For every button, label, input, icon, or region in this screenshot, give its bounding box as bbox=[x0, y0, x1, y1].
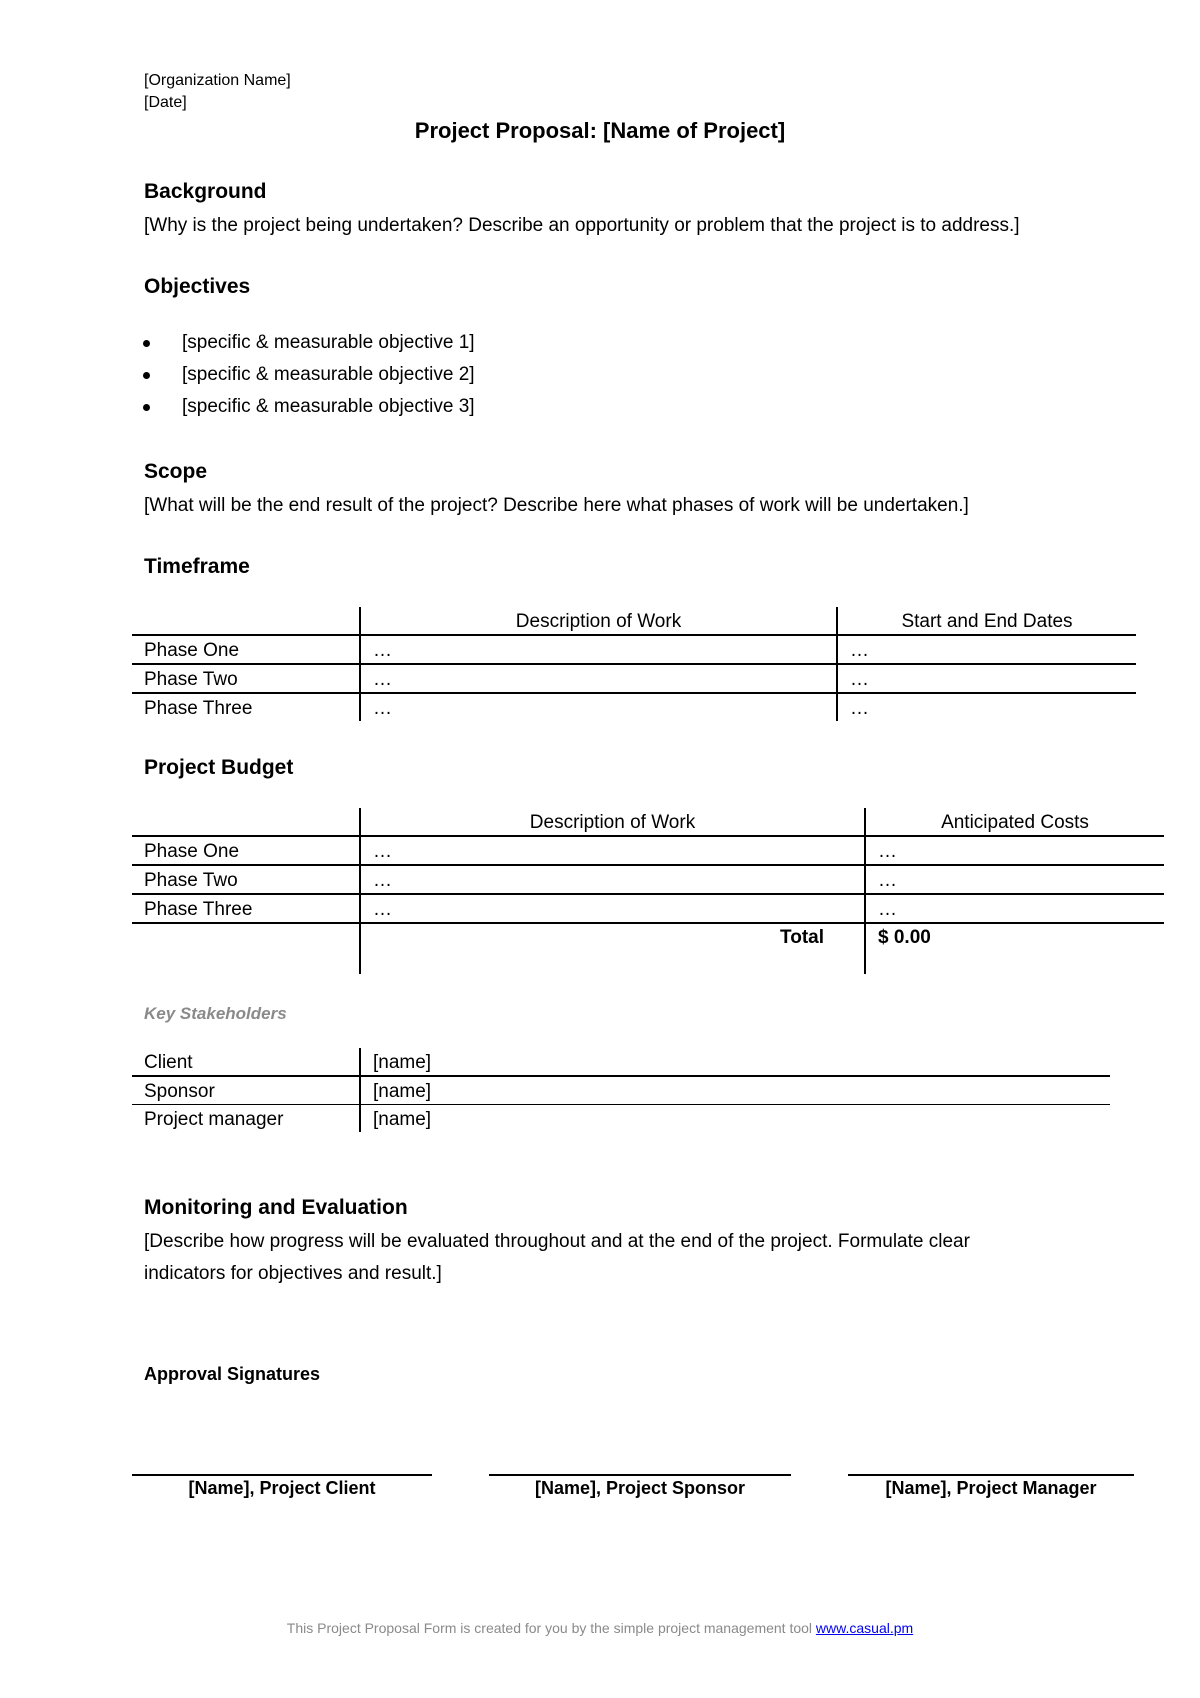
organization-name: [Organization Name] bbox=[144, 72, 291, 89]
timeframe-table bbox=[132, 607, 1136, 721]
description-cell: … bbox=[360, 664, 837, 693]
objective-text: [specific & measurable objective 3] bbox=[182, 396, 475, 417]
table-row bbox=[132, 1048, 1110, 1076]
phase-cell: Phase Two bbox=[132, 865, 360, 894]
table-header-cell: Description of Work bbox=[360, 808, 865, 836]
table-row bbox=[132, 693, 1136, 721]
empty-cell bbox=[132, 923, 360, 974]
dates-cell: … bbox=[837, 693, 1136, 721]
list-item bbox=[134, 327, 475, 359]
table-row bbox=[132, 664, 1136, 693]
phase-cell: Phase Two bbox=[132, 664, 360, 693]
bullet-icon bbox=[143, 340, 150, 347]
role-cell: Sponsor bbox=[132, 1076, 360, 1105]
stakeholders-heading: Key Stakeholders bbox=[144, 1004, 287, 1023]
stakeholders-table bbox=[132, 1048, 1110, 1132]
dates-cell: … bbox=[837, 635, 1136, 664]
scope-heading: Scope bbox=[144, 460, 208, 483]
table-row bbox=[132, 836, 1164, 865]
cost-cell: … bbox=[865, 865, 1164, 894]
footer-text: This Project Proposal Form is created for you by the simple project management tool bbox=[286, 1620, 816, 1636]
table-header-cell bbox=[132, 808, 360, 836]
scope-text: [What will be the end result of the project? Describe here what phases of work will be undertaken.] bbox=[144, 495, 969, 516]
signature-label-sponsor: [Name], Project Sponsor bbox=[534, 1478, 746, 1498]
objective-text: [specific & measurable objective 2] bbox=[182, 364, 475, 385]
monitoring-text-line-2: indicators for objectives and result.] bbox=[144, 1263, 442, 1284]
table-row bbox=[132, 635, 1136, 664]
bullet-icon bbox=[143, 404, 150, 411]
phase-cell: Phase One bbox=[132, 836, 360, 865]
signature-label-manager: [Name], Project Manager bbox=[885, 1478, 1097, 1498]
description-cell: … bbox=[360, 836, 865, 865]
name-cell: [name] bbox=[360, 1105, 1110, 1133]
table-row bbox=[132, 894, 1164, 923]
signature-line-client bbox=[132, 1474, 432, 1476]
description-cell: … bbox=[360, 693, 837, 721]
table-row bbox=[132, 1076, 1110, 1105]
table-header-cell: Start and End Dates bbox=[837, 607, 1136, 635]
monitoring-text-line-1: [Describe how progress will be evaluated throughout and at the end of the project. Formulate clear bbox=[144, 1231, 970, 1252]
background-heading: Background bbox=[144, 180, 267, 203]
timeframe-heading: Timeframe bbox=[144, 555, 250, 578]
document-date: [Date] bbox=[144, 94, 187, 111]
phase-cell: Phase Three bbox=[144, 698, 253, 719]
name-cell: [name] bbox=[360, 1076, 1110, 1105]
table-header-row bbox=[132, 607, 1136, 635]
list-item bbox=[134, 391, 475, 423]
phase-cell: Phase Three bbox=[132, 894, 360, 923]
objectives-list bbox=[134, 327, 475, 423]
dates-cell: … bbox=[837, 664, 1136, 693]
objective-text: [specific & measurable objective 1] bbox=[182, 332, 475, 353]
budget-heading: Project Budget bbox=[144, 756, 294, 779]
list-item bbox=[134, 359, 475, 391]
total-row bbox=[132, 923, 1164, 974]
total-label: Total bbox=[360, 923, 865, 974]
description-cell: … bbox=[360, 635, 837, 664]
table-row bbox=[132, 865, 1164, 894]
cost-cell: … bbox=[865, 894, 1164, 923]
table-header-row bbox=[132, 808, 1164, 836]
name-cell: [name] bbox=[360, 1048, 1110, 1076]
description-cell: … bbox=[360, 865, 865, 894]
table-header-cell bbox=[132, 607, 360, 635]
objectives-heading: Objectives bbox=[144, 275, 251, 298]
cost-cell: … bbox=[865, 836, 1164, 865]
table-header-cell: Description of Work bbox=[360, 607, 837, 635]
monitoring-heading: Monitoring and Evaluation bbox=[144, 1196, 408, 1219]
bullet-icon bbox=[143, 372, 150, 379]
footer-link[interactable]: www.casual.pm bbox=[815, 1620, 914, 1636]
budget-table bbox=[132, 808, 1164, 974]
phase-cell: Phase One bbox=[132, 635, 360, 664]
footer bbox=[0, 1620, 1200, 1636]
signature-label-client: [Name], Project Client bbox=[188, 1478, 376, 1498]
role-cell: Project manager bbox=[144, 1109, 284, 1130]
total-value: $ 0.00 bbox=[865, 923, 1164, 974]
signature-line-manager bbox=[848, 1474, 1134, 1476]
table-header-cell: Anticipated Costs bbox=[865, 808, 1164, 836]
description-cell: … bbox=[360, 894, 865, 923]
signature-line-sponsor bbox=[489, 1474, 791, 1476]
role-cell: Client bbox=[132, 1048, 360, 1076]
approval-heading: Approval Signatures bbox=[144, 1364, 321, 1384]
background-text: [Why is the project being undertaken? Describe an opportunity or problem that the project is to address.] bbox=[144, 215, 1020, 236]
page-title: Project Proposal: [Name of Project] bbox=[414, 118, 786, 143]
table-row bbox=[132, 1105, 1110, 1133]
